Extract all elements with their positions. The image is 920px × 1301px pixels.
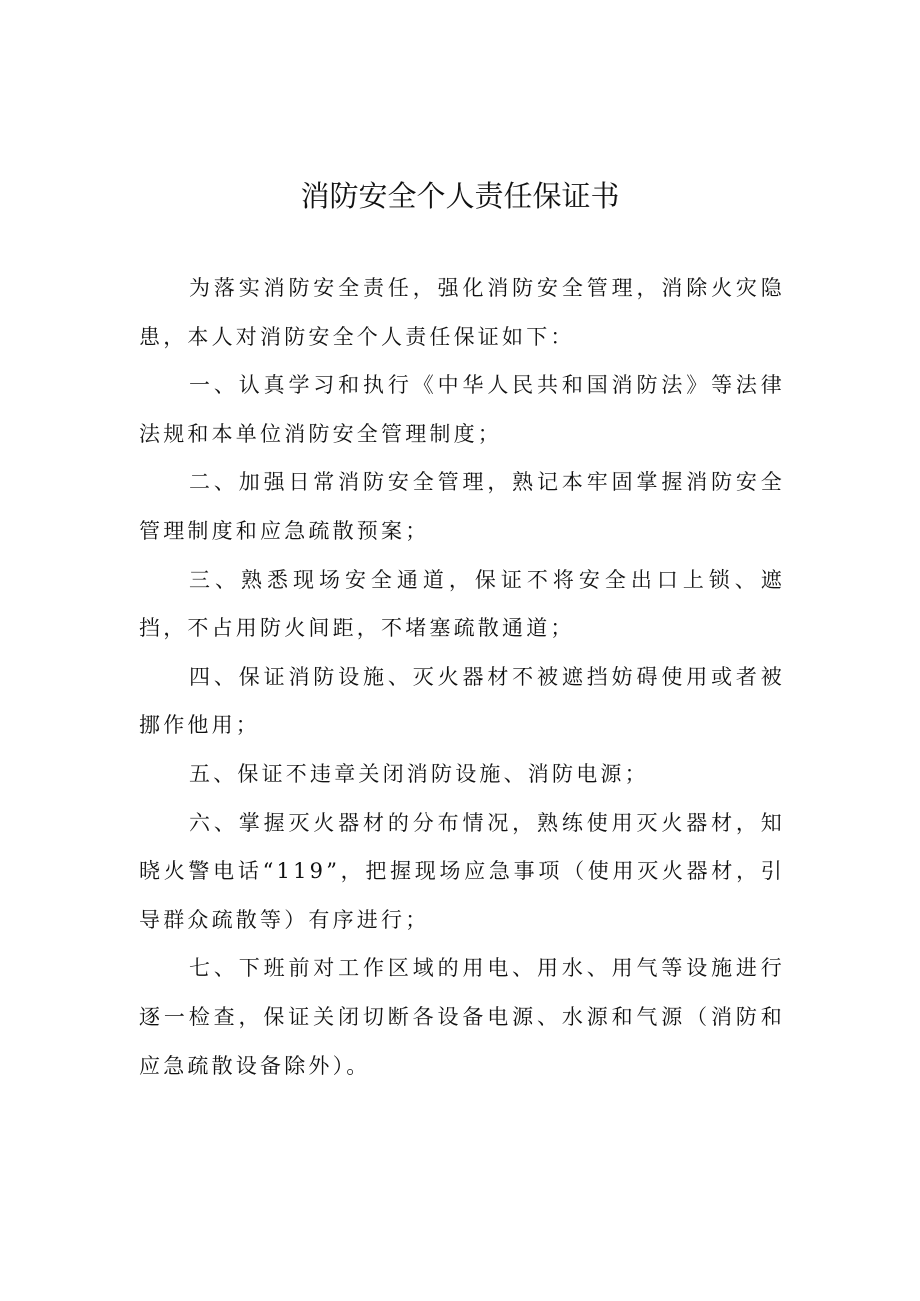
paragraph-item-2: 二、加强日常消防安全管理，熟记本牢固掌握消防安全管理制度和应急疏散预案；: [139, 470, 785, 543]
paragraph-item-1: 一、认真学习和执行《中华人民共和国消防法》等法律法规和本单位消防安全管理制度；: [139, 373, 785, 446]
paragraph-item-5: 五、保证不违章关闭消防设施、消防电源；: [189, 761, 649, 786]
paragraph-item-6: 六、掌握灭火器材的分布情况，熟练使用灭火器材，知晓火警电话“119”，把握现场应急事项（使用灭火器材，引导群众疏散等）有序进行；: [139, 810, 785, 932]
paragraph-item-7: 七、下班前对工作区域的用电、用水、用气等设施进行逐一检查，保证关闭切断各设备电源、水源和气源（消防和应急疏散设备除外）。: [139, 956, 785, 1078]
paragraph-item-3: 三、熟悉现场安全通道，保证不将安全出口上锁、遮挡，不占用防火间距，不堵塞疏散通道；: [139, 567, 785, 641]
document-body: [139, 264, 785, 1090]
document-title: 消防安全个人责任保证书: [300, 179, 620, 213]
paragraph-item-4: 四、保证消防设施、灭火器材不被遮挡妨碍使用或者被挪作他用；: [139, 664, 785, 738]
paragraph-intro: 为落实消防安全责任，强化消防安全管理，消除火灾隐患，本人对消防安全个人责任保证如下：: [139, 276, 785, 349]
